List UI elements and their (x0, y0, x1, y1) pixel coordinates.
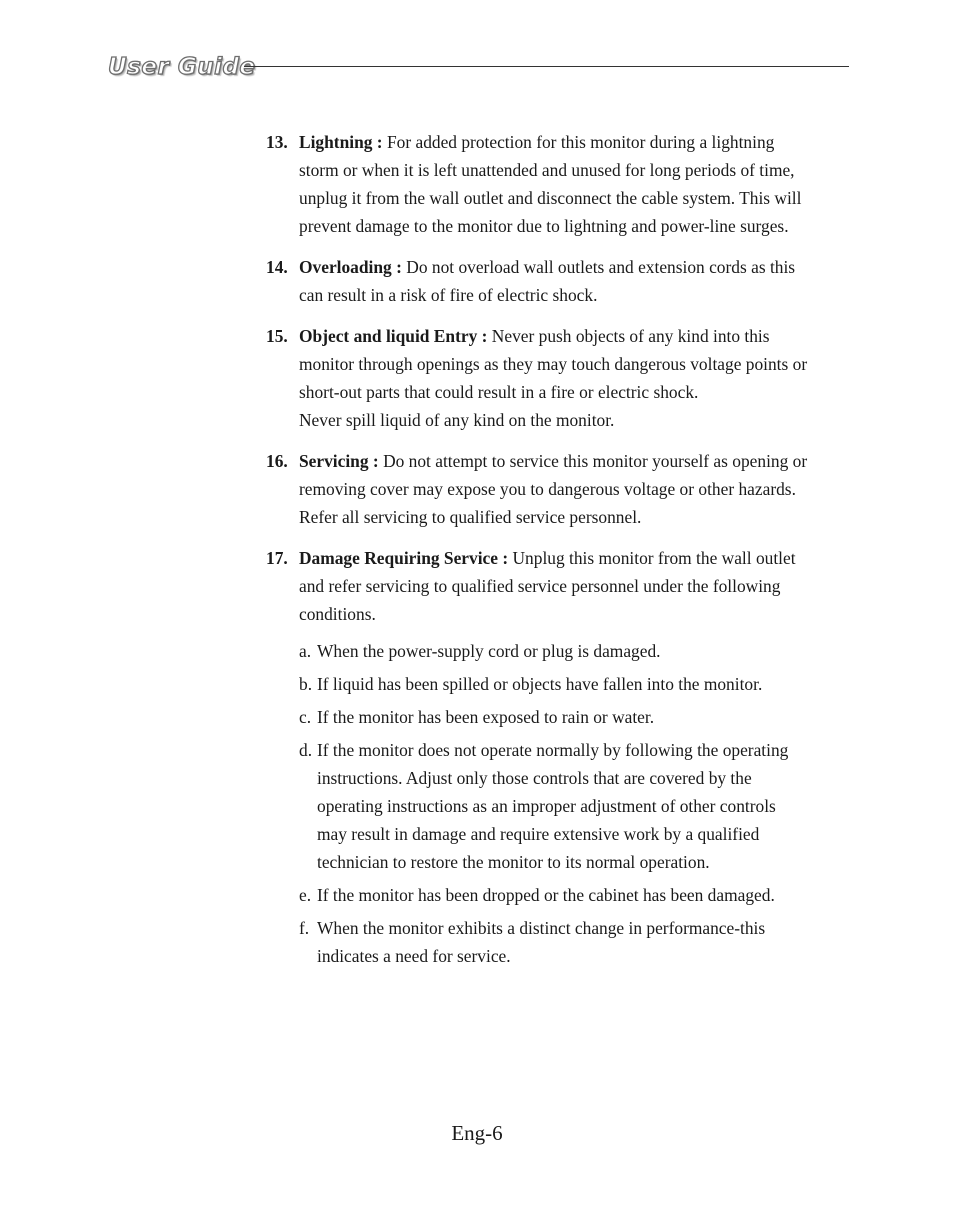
condition-letter: e. (299, 885, 312, 905)
condition-text-line: operating instructions as an improper adjustment of other controls (317, 796, 776, 816)
item-term: Lightning : (299, 132, 383, 152)
instruction-15 (266, 322, 856, 434)
service-conditions-list (266, 637, 856, 970)
instruction-13 (266, 128, 856, 240)
item-text-line: storm or when it is left unattended and unused for long periods of time, (299, 160, 795, 180)
item-number: 14. (266, 257, 288, 277)
item-number: 15. (266, 326, 288, 346)
item-text-line: For added protection for this monitor during a lightning (386, 132, 775, 152)
condition-text-line: When the power-supply cord or plug is damaged. (317, 641, 661, 661)
condition-text-line: instructions. Adjust only those controls that are covered by the (317, 768, 752, 788)
page-number: Eng-6 (451, 1121, 503, 1145)
condition-b (299, 670, 856, 698)
item-text-line: prevent damage to the monitor due to lightning and power-line surges. (299, 216, 789, 236)
item-term: Servicing : (299, 451, 379, 471)
item-text-line: Do not overload wall outlets and extension cords as this (406, 257, 796, 277)
condition-text-line: technician to restore the monitor to its normal operation. (317, 852, 710, 872)
item-text-line: Refer all servicing to qualified service personnel. (299, 507, 642, 527)
condition-letter: a. (299, 641, 312, 661)
instruction-16 (266, 447, 856, 531)
condition-text-line: may result in damage and require extensive work by a qualified (317, 824, 760, 844)
item-text-line: and refer servicing to qualified service personnel under the following (299, 576, 781, 596)
item-term: Damage Requiring Service : (299, 548, 509, 568)
header-rule (244, 66, 849, 67)
user-guide-logo: User Guide (108, 54, 256, 80)
condition-a (299, 637, 856, 665)
item-text-line: conditions. (299, 604, 376, 624)
item-text-line: short-out parts that could result in a fire or electric shock. (299, 382, 699, 402)
condition-f (299, 914, 856, 970)
item-text-line: removing cover may expose you to dangerous voltage or other hazards. (299, 479, 796, 499)
item-text-line: Do not attempt to service this monitor yourself as opening or (383, 451, 808, 471)
condition-text-line: If the monitor has been exposed to rain or water. (317, 707, 655, 727)
item-number: 17. (266, 548, 288, 568)
item-text-line: Unplug this monitor from the wall outlet (512, 548, 796, 568)
item-term: Object and liquid Entry : (299, 326, 488, 346)
item-number: 16. (266, 451, 288, 471)
safety-instructions (266, 128, 856, 975)
condition-text-line: If liquid has been spilled or objects have fallen into the monitor. (317, 674, 763, 694)
condition-text-line: When the monitor exhibits a distinct change in performance-this (317, 918, 766, 938)
condition-letter: f. (299, 918, 310, 938)
condition-letter: c. (299, 707, 312, 727)
item-text-line: monitor through openings as they may touch dangerous voltage points or (299, 354, 808, 374)
instruction-17 (266, 544, 856, 628)
item-text-line: Never push objects of any kind into this (491, 326, 770, 346)
item-number: 13. (266, 132, 288, 152)
item-text-line: Never spill liquid of any kind on the monitor. (299, 410, 615, 430)
instruction-14 (266, 253, 856, 309)
item-text-line: can result in a risk of fire of electric shock. (299, 285, 598, 305)
condition-letter: b. (299, 674, 313, 694)
condition-text-line: indicates a need for service. (317, 946, 511, 966)
condition-text-line: If the monitor has been dropped or the cabinet has been damaged. (317, 885, 775, 905)
condition-e (299, 881, 856, 909)
page-header (108, 52, 849, 86)
condition-d (299, 736, 856, 876)
condition-text-line: If the monitor does not operate normally by following the operating (317, 740, 789, 760)
condition-c (299, 703, 856, 731)
item-term: Overloading : (299, 257, 402, 277)
item-text-line: unplug it from the wall outlet and disconnect the cable system. This will (299, 188, 802, 208)
condition-letter: d. (299, 740, 313, 760)
